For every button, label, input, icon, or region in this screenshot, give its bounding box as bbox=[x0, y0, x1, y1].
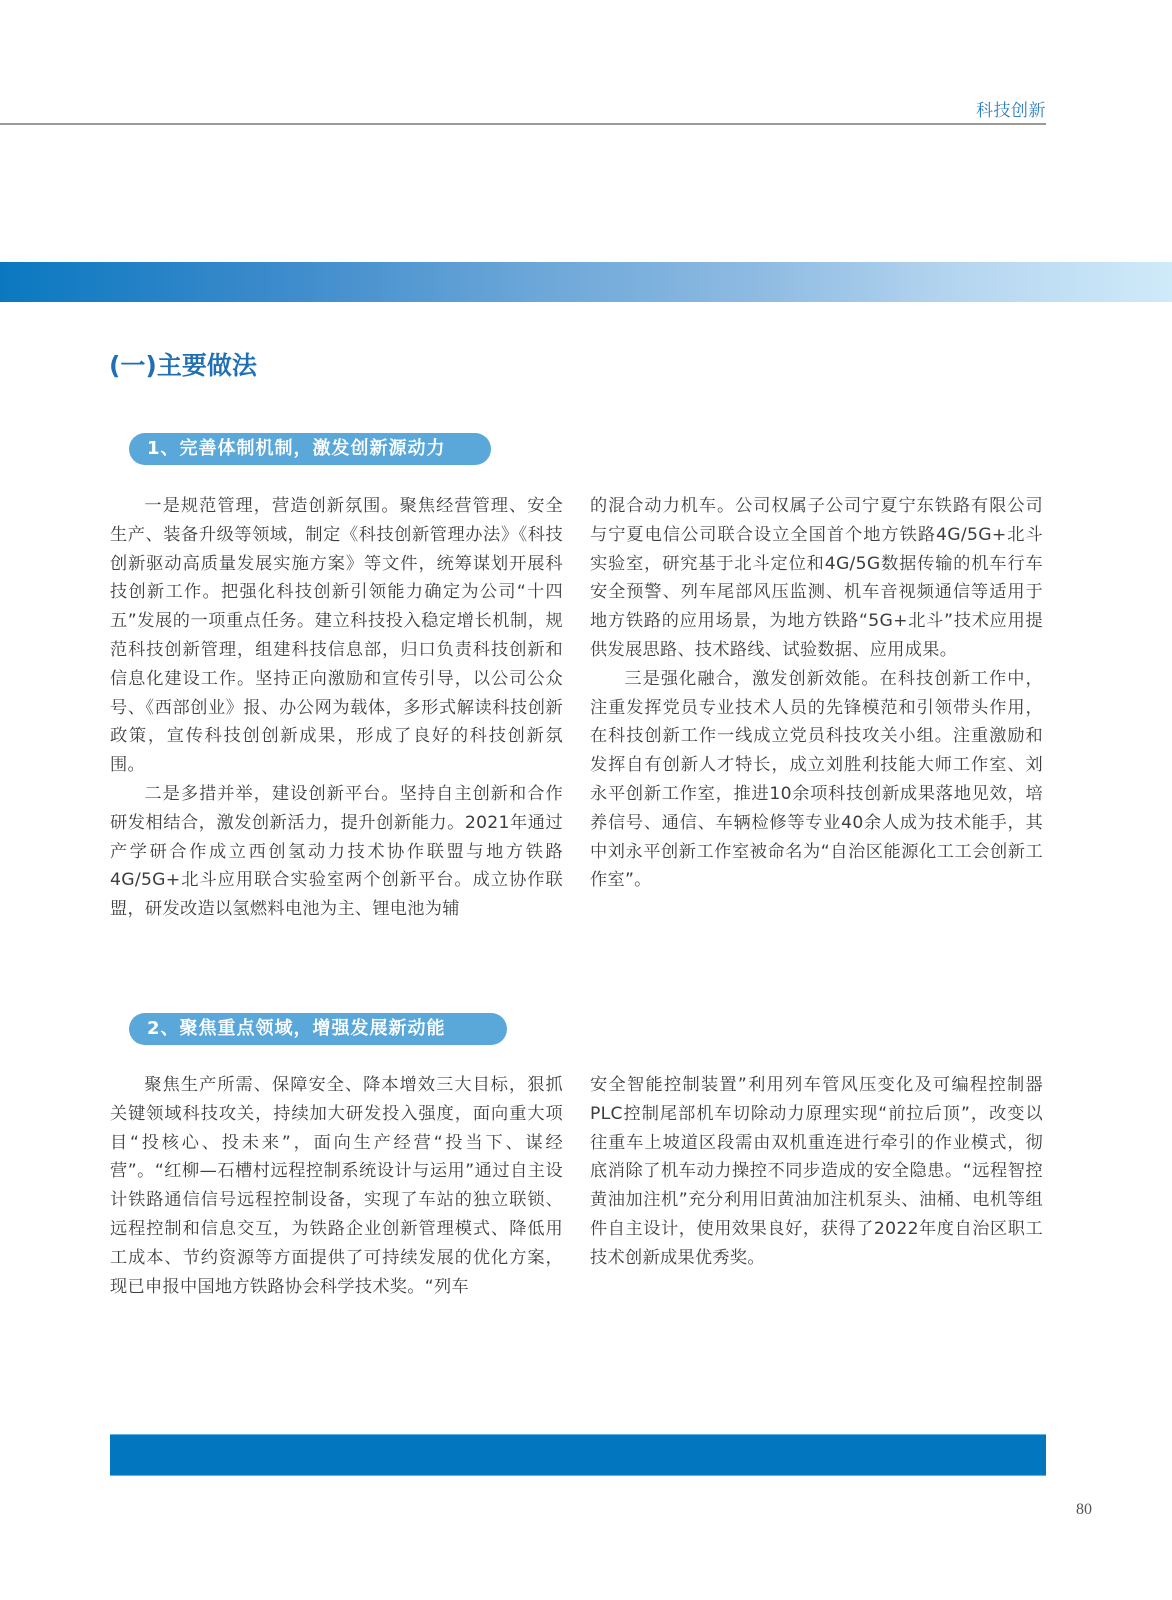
body-column-right-2 bbox=[590, 1071, 1043, 1273]
subsection-heading-1: 1、完善体制机制，激发创新源动力 bbox=[129, 433, 491, 465]
paragraph: 聚焦生产所需、保障安全、降本增效三大目标，狠抓关键领域科技攻关，持续加大研发投入强度，面向重大项目“投核心、投未来”，面向生产经营“投当下、谋经营”。“红柳—石槽村远程控制系统设计与运用”通过自主设计铁路通信信号远程控制设备，实现了车站的独立联锁、远程控制和信息交互，为铁路企业创新管理模式、降低用工成本、节约资源等方面提供了可持续发展的优化方案，现已申报中国地方铁路协会科学技术奖。“列车 bbox=[110, 1075, 563, 1297]
footer-band bbox=[110, 1434, 1046, 1476]
body-column-left-2 bbox=[110, 1071, 563, 1301]
header-section-label: 科技创新 bbox=[976, 101, 1046, 121]
page-number: 80 bbox=[1076, 1501, 1092, 1518]
body-column-right-1 bbox=[590, 492, 1043, 895]
subsection-heading-2: 2、聚焦重点领域，增强发展新动能 bbox=[129, 1013, 507, 1045]
paragraph: 三是强化融合，激发创新效能。在科技创新工作中，注重发挥党员专业技术人员的先锋模范和引领带头作用，在科技创新工作一线成立党员科技攻关小组。注重激励和发挥自有创新人才特长，成立刘胜利技能大师工作室、刘永平创新工作室，推进10余项科技创新成果落地见效，培养信号、通信、车辆检修等专业40余人成为技术能手，其中刘永平创新工作室被命名为“自治区能源化工工会创新工作室”。 bbox=[590, 668, 1043, 891]
decorative-gradient-band bbox=[0, 262, 1172, 302]
header-rule bbox=[0, 123, 1046, 125]
body-column-left-1 bbox=[110, 492, 563, 924]
paragraph: 一是规范管理，营造创新氛围。聚焦经营管理、安全生产、装备升级等领域，制定《科技创新管理办法》《科技创新驱动高质量发展实施方案》等文件，统筹谋划开展科技创新工作。把强化科技创新引领能力确定为公司“十四五”发展的一项重点任务。建立科技投入稳定增长机制，规范科技创新管理，组建科技信息部，归口负责科技创新和信息化建设工作。坚持正向激励和宣传引导，以公司公众号、《西部创业》报、办公网为载体，多形式解读科技创新政策，宣传科技创创新成果，形成了良好的科技创新氛围。 bbox=[110, 496, 563, 776]
paragraph: 二是多措并举，建设创新平台。坚持自主创新和合作研发相结合，激发创新活力，提升创新能力。2021年通过产学研合作成立西创氢动力技术协作联盟与地方铁路4G/5G+北斗应用联合实验室两个创新平台。成立协作联盟，研发改造以氢燃料电池为主、锂电池为辅 bbox=[110, 783, 563, 920]
section-title: (一)主要做法 bbox=[109, 351, 257, 380]
paragraph-continued: 安全智能控制装置”利用列车管风压变化及可编程控制器PLC控制尾部机车切除动力原理实现“前拉后顶”，改变以往重车上坡道区段需由双机重连进行牵引的作业模式，彻底消除了机车动力操控不同步造成的安全隐患。“远程智控黄油加注机”充分利用旧黄油加注机泵头、油桶、电机等组件自主设计，使用效果良好，获得了2022年度自治区职工技术创新成果优秀奖。 bbox=[590, 1075, 1043, 1268]
paragraph-continued: 的混合动力机车。公司权属子公司宁夏宁东铁路有限公司与宁夏电信公司联合设立全国首个地方铁路4G/5G+北斗实验室，研究基于北斗定位和4G/5G数据传输的机车行车安全预警、列车尾部风压监测、机车音视频通信等适用于地方铁路的应用场景，为地方铁路“5G+北斗”技术应用提供发展思路、技术路线、试验数据、应用成果。 bbox=[590, 496, 1043, 660]
